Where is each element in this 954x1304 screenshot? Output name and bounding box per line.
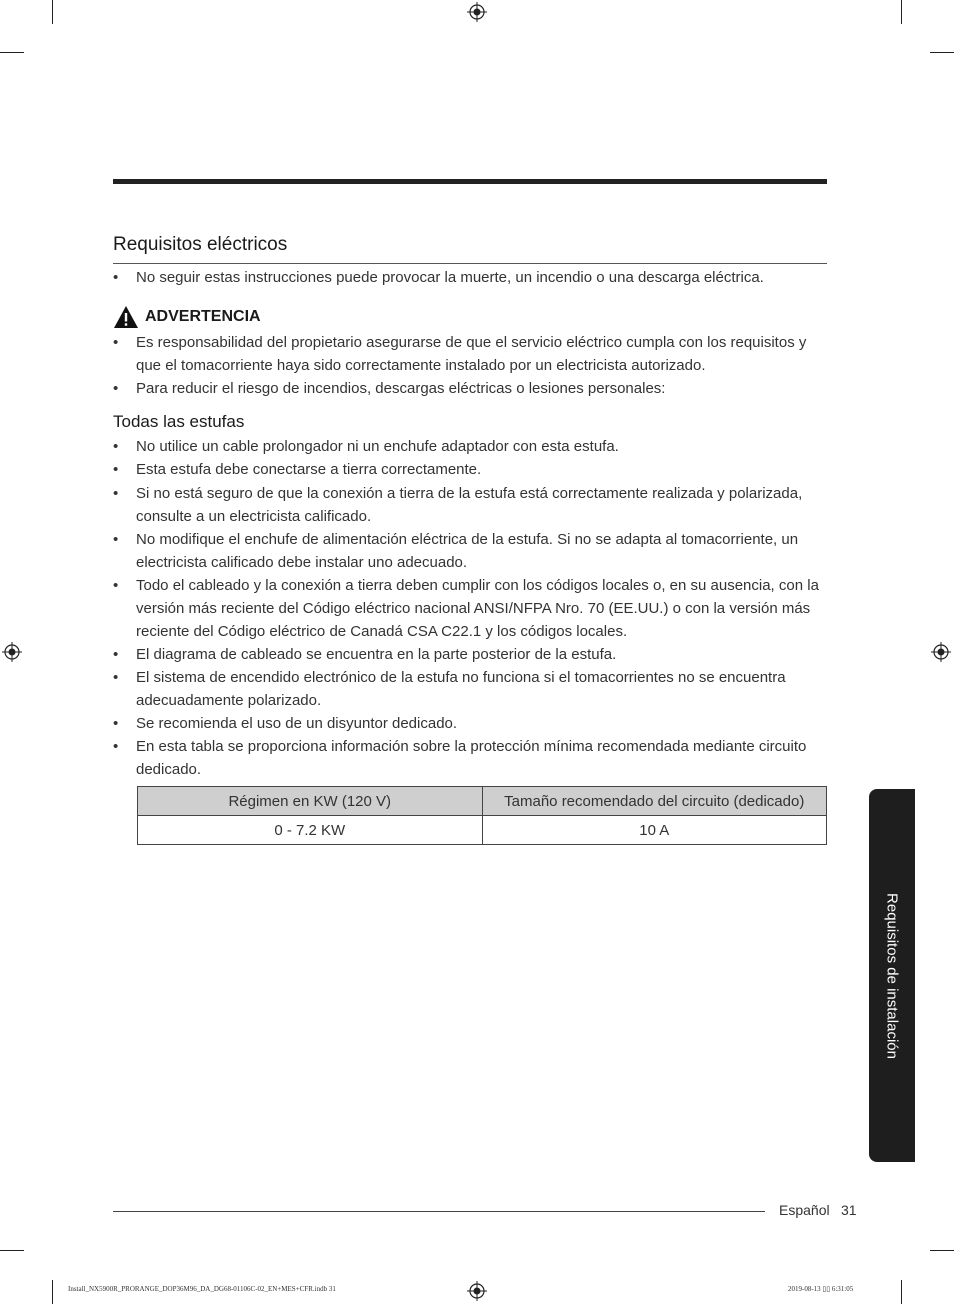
registration-mark-icon: [467, 1281, 487, 1301]
list-item-text: El diagrama de cableado se encuentra en la parte posterior de la estufa.: [136, 646, 617, 663]
list-item: • No utilice un cable prolongador ni un enchufe adaptador con esta estufa.: [113, 435, 825, 458]
list-item-text: Todo el cableado y la conexión a tierra deben cumplir con los códigos locales o, en su ausencia, con la versión más reciente del Código eléctrico nacional ANSI/NFPA Nro. 70 (EE.UU.) o con la versión más reciente del Código eléctrico de Canadá CSA C22.1 y los códigos locales.: [136, 577, 819, 640]
crop-mark: [0, 1250, 24, 1251]
list-item-text: El sistema de encendido electrónico de la estufa no funciona si el tomacorrientes no se encuentra adecuadamente polarizado.: [136, 669, 786, 709]
table-cell: 10 A: [482, 816, 827, 845]
table-header-cell: Tamaño recomendado del circuito (dedicado): [482, 787, 827, 816]
list-item: • Para reducir el riesgo de incendios, descargas eléctricas o lesiones personales:: [113, 377, 825, 400]
footer-rule: [113, 1211, 765, 1212]
list-item: • Esta estufa debe conectarse a tierra correctamente.: [113, 458, 825, 481]
print-slug-left: Install_NX5900R_PRORANGE_DOP36M96_DA_DG68-01106C-02_EN+MES+CFR.indb 31: [68, 1285, 336, 1293]
list-item-text: En esta tabla se proporciona información sobre la protección mínima recomendada mediante circuito dedicado.: [136, 738, 807, 778]
list-item-text: No modifique el enchufe de alimentación eléctrica de la estufa. Si no se adapta al tomacorriente, un electricista calificado debe instalar uno adecuado.: [136, 531, 799, 571]
crop-mark: [0, 52, 24, 53]
crop-mark: [52, 0, 53, 24]
list-item: • Todo el cableado y la conexión a tierra deben cumplir con los códigos locales o, en su ausencia, con la versión más reciente del Código eléctrico nacional ANSI/NFPA Nro. 70 (EE.UU.) o con la versión más reciente del Código eléctrico de Canadá CSA C22.1 y los códigos locales.: [113, 574, 825, 643]
registration-mark-icon: [467, 2, 487, 22]
list-item: • El diagrama de cableado se encuentra en la parte posterior de la estufa.: [113, 643, 825, 666]
registration-mark-icon: [931, 642, 951, 662]
warning-label: ADVERTENCIA: [145, 308, 261, 325]
list-item: • Si no está seguro de que la conexión a tierra de la estufa está correctamente realizada y polarizada, consulte a un electricista calificado.: [113, 482, 825, 528]
footer-language: Español: [779, 1202, 830, 1218]
list-item: • Se recomienda el uso de un disyuntor dedicado.: [113, 712, 825, 735]
list-item-text: No seguir estas instrucciones puede provocar la muerte, un incendio o una descarga eléctrica.: [136, 269, 764, 286]
table-row: [138, 816, 827, 845]
list-item: • No modifique el enchufe de alimentación eléctrica de la estufa. Si no se adapta al tomacorriente, un electricista calificado debe instalar uno adecuado.: [113, 528, 825, 574]
crop-mark: [930, 52, 954, 53]
list-item: • En esta tabla se proporciona información sobre la protección mínima recomendada mediante circuito dedicado.: [113, 735, 825, 781]
list-item: • El sistema de encendido electrónico de la estufa no funciona si el tomacorrientes no se encuentra adecuadamente polarizado.: [113, 666, 825, 712]
section-title-rule: [113, 263, 827, 264]
crop-mark: [901, 0, 902, 24]
subsection-title: Todas las estufas: [113, 412, 245, 431]
page-number: 31: [841, 1202, 857, 1218]
chapter-side-tab-label: Requisitos de instalación: [883, 892, 901, 1059]
section-top-rule: [113, 179, 827, 184]
list-item-text: No utilice un cable prolongador ni un enchufe adaptador con esta estufa.: [136, 438, 619, 455]
table-header-row: [138, 787, 827, 816]
list-item-text: Se recomienda el uso de un disyuntor dedicado.: [136, 715, 458, 732]
table-header-cell: Régimen en KW (120 V): [138, 787, 483, 816]
list-item-text: Para reducir el riesgo de incendios, descargas eléctricas o lesiones personales:: [136, 380, 666, 397]
chapter-side-tab: [869, 789, 915, 1162]
table-cell: 0 - 7.2 KW: [138, 816, 483, 845]
crop-mark: [901, 1280, 902, 1304]
list-item: • Es responsabilidad del propietario asegurarse de que el servicio eléctrico cumpla con los requisitos y que el tomacorriente haya sido correctamente instalado por un electricista autorizado.: [113, 331, 825, 377]
registration-mark-icon: [2, 642, 22, 662]
crop-mark: [930, 1250, 954, 1251]
list-item-text: Es responsabilidad del propietario asegurarse de que el servicio eléctrico cumpla con los requisitos y que el tomacorriente haya sido correctamente instalado por un electricista autorizado.: [136, 334, 807, 374]
print-slug-right: 2019-08-13 ▯▯ 6:31:05: [788, 1285, 854, 1293]
list-item-text: Esta estufa debe conectarse a tierra correctamente.: [136, 461, 482, 478]
warning-heading: [113, 304, 261, 330]
list-item: • No seguir estas instrucciones puede provocar la muerte, un incendio o una descarga eléctrica.: [113, 266, 825, 289]
list-item-text: Si no está seguro de que la conexión a tierra de la estufa está correctamente realizada y polarizada, consulte a un electricista calificado.: [136, 485, 803, 525]
section-title: Requisitos eléctricos: [113, 234, 288, 255]
warning-triangle-icon: [113, 305, 139, 329]
circuit-requirements-table: [137, 786, 827, 845]
crop-mark: [52, 1280, 53, 1304]
